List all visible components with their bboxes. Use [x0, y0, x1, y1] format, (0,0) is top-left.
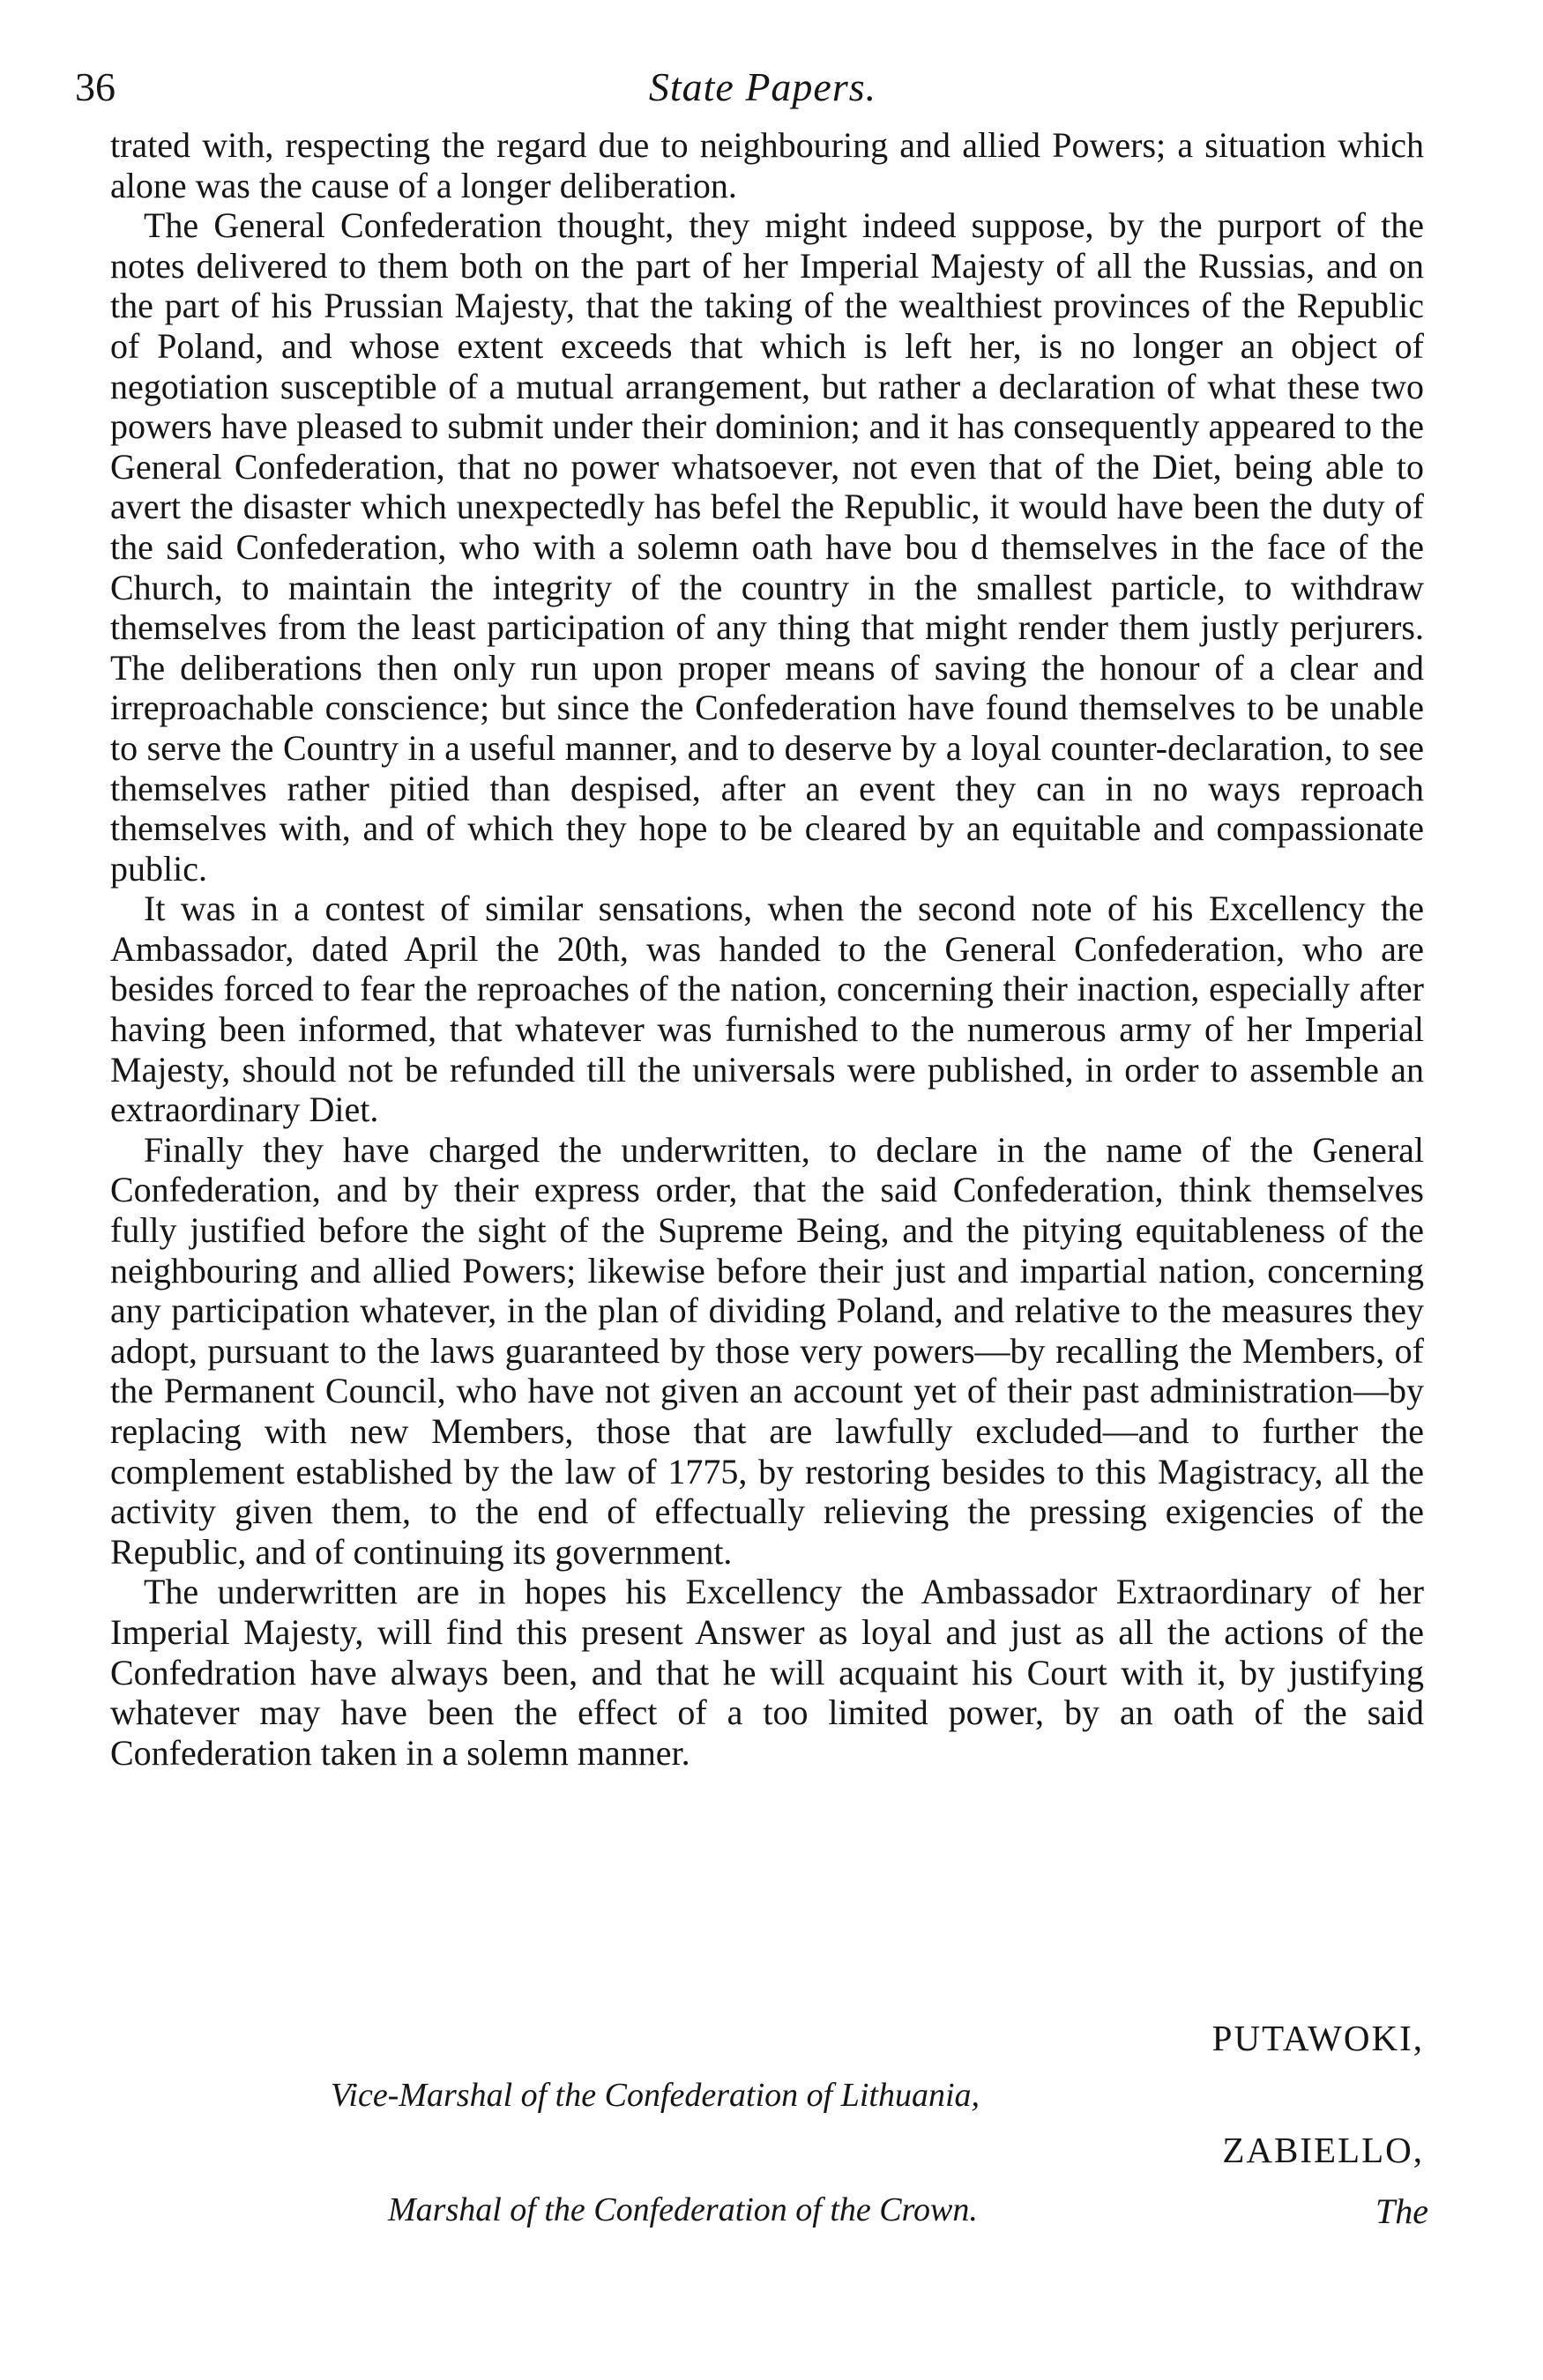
signature-title-lithuania: Vice-Marshal of the Confederation of Lithuania,	[331, 2077, 980, 2114]
paragraph-second-note: It was in a contest of similar sensations, when the second note of his Excellency the Ambassador, dated April the 20th, was handed to the General Confederation, who are besides forced to fear the reproaches of the nation, concerning their inaction, especially after having been informed, that whatever was furnished to the numerous army of her Imperial Majesty, should not be refunded till the universals were published, in order to assemble an extraordinary Diet.	[110, 889, 1424, 1130]
paragraph-declaration: Finally they have charged the underwritten, to declare in the name of the General Confederation, and by their express order, that the said Confederation, think themselves fully justified before the sight of the Supreme Being, and the pitying equitableness of the neighbouring and allied Powers; likewise before their just and impartial nation, concerning any participation whatever, in the plan of dividing Poland, and relative to the measures they adopt, pursuant to the laws guaranteed by those very powers—by recalling the Members, of the Permanent Council, who have not given an account yet of their past administration—by replacing with new Members, those that are lawfully excluded—and to further the complement established by the law of 1775, by restoring besides to this Magistracy, all the activity given them, to the end of effectually relieving the pressing exigencies of the Republic, and of continuing its government.	[110, 1129, 1424, 1572]
body-text	[110, 125, 1424, 1773]
signature-putawoki: PUTAWOKI,	[1211, 2018, 1424, 2058]
paragraph-general-confederation: The General Confederation thought, they might indeed suppose, by the purport of the notes delivered to them both on the part of her Imperial Majesty of all the Russias, and on the part of his Prussian Majesty, that the taking of the wealthiest provinces of the Republic of Poland, and whose extent exceeds that which is left her, is no longer an object of negotiation susceptible of a mutual arrangement, but rather a declaration of what these two powers have pleased to submit under their dominion; and it has consequently appeared to the General Confederation, that no power whatsoever, not even that of the Diet, being able to avert the disaster which unexpectedly has befel the Republic, it would have been the duty of the said Confederation, who with a solemn oath have bou d themselves in the face of the Church, to maintain the integrity of the country in the smallest particle, to withdraw themselves from the least participation of any thing that might render them justly perjurers. The deliberations then only run upon proper means of saving the honour of a clear and irreproachable conscience; but since the Confederation have found themselves to be unable to serve the Country in a useful manner, and to deserve by a loyal counter-declaration, to see themselves rather pitied than despised, after an event they can in no ways reproach themselves with, and of which they hope to be cleared by an equitable and compassionate public.	[110, 205, 1424, 889]
page-number: 36	[75, 64, 116, 109]
running-title: State Papers.	[648, 64, 877, 109]
catchword: The	[1375, 2191, 1428, 2231]
running-head	[75, 63, 1450, 116]
paragraph-continuation: trated with, respecting the regard due to neighbouring and allied Powers; a situation which alone was the cause of a longer deliberation.	[110, 125, 1424, 205]
paragraph-closing: The underwritten are in hopes his Excellency the Ambassador Extraordinary of her Imperial Majesty, will find this present Answer as loyal and just as all the actions of the Confedration have always been, and that he will acquaint his Court with it, by justifying whatever may have been the effect of a too limited power, by an oath of the said Confederation taken in a solemn manner.	[110, 1572, 1424, 1773]
signature-title-crown: Marshal of the Confederation of the Crown.	[388, 2191, 978, 2228]
signature-zabiello: ZABIELLO,	[1222, 2130, 1424, 2170]
